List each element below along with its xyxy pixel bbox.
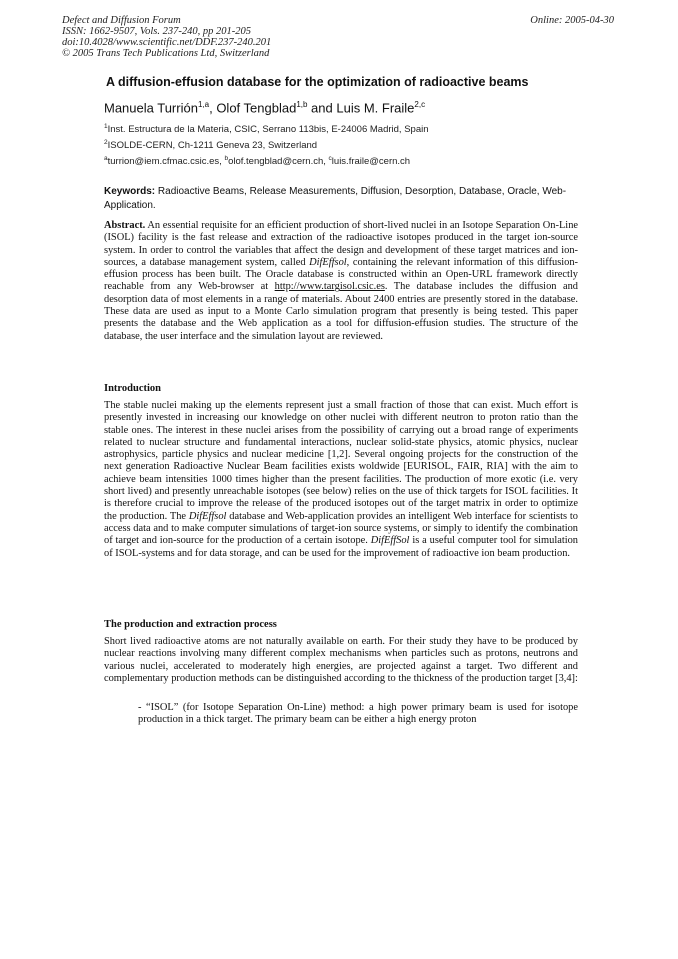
abstract-label: Abstract. xyxy=(104,220,146,231)
journal-header xyxy=(62,15,271,59)
abstract-paragraph xyxy=(104,220,578,343)
affiliation-sup: 2 xyxy=(104,139,108,146)
author-separator: , xyxy=(209,100,217,116)
keywords-label: Keywords: xyxy=(104,186,156,197)
introduction-paragraph xyxy=(104,400,578,560)
affiliation-text: ISOLDE-CERN, Ch-1211 Geneva 23, Switzerland xyxy=(107,140,318,152)
paper-title: A diffusion-effusion database for the optimization of radioactive beams xyxy=(106,75,529,89)
isol-bullet-item: - “ISOL” (for Isotope Separation On-Line) method: a high power primary beam is used for isotope production in a thick target. The primary beam can be either a high energy proton xyxy=(138,702,578,726)
database-name: DifEffSol xyxy=(370,535,410,547)
author-sup: 1,b xyxy=(296,100,308,109)
author-name: Luis M. Fraile xyxy=(336,100,415,116)
production-paragraph: Short lived radioactive atoms are not naturally available on earth. For their study they have to be produced by nuclear reactions involving many different complex mechanisms when particles such as protons, neutrons and various nuclei, accelerated to moderately high energies, are projected against a target. Two different and complementary production methods can be distinguished according to the thickness of the production target [3,4]: xyxy=(104,636,578,684)
email-text: luis.fraile@cern.ch xyxy=(331,156,411,168)
email-sup: b xyxy=(224,155,229,162)
online-date: Online: 2005-04-30 xyxy=(530,15,614,26)
database-name: DifEffsol xyxy=(309,256,347,268)
abstract-text: , containing the relevant information of this diffusion-effusion process has been built. The Oracle database is constructed within an Open-URL framework directly reachable from any Web-browser at xyxy=(104,256,579,293)
author-name: Manuela Turrión xyxy=(104,100,198,116)
author-name: Olof Tengblad xyxy=(216,100,297,116)
email-sup: a xyxy=(104,155,108,162)
email-text: turrion@iem.cfmac.csic.es, xyxy=(107,156,225,168)
doi-line: doi:10.4028/www.scientific.net/DDF.237-240.201 xyxy=(62,37,272,48)
intro-text: is a useful computer tool for simulation of ISOL-systems and for data storage, and can be used for the improvement of radioactive ion beam production. xyxy=(104,535,578,559)
abstract-text: . The database includes the diffusion and desorption data of most elements in a range of materials. About 2400 entries are presently stored in the database. These data are used as input to a Monte Carlo simulation program that presently is being tested. This paper presents the database and the Web application as a tool for diffusion-effusion studies. The structure of the database, the user interface and the simulation layout are reviewed. xyxy=(104,281,578,342)
keywords-block xyxy=(104,185,578,213)
abstract-text: An essential requisite for an efficient production of short-lived nuclei in an Isotope Separation On-Line (ISOL) facility is the fast release and extraction of the radioactive isotopes produced in the target ion-source system. In order to control the variables that affect the design and development of these target matrices and ion-sources, a database management system, called xyxy=(104,220,578,268)
author-separator: and xyxy=(307,100,337,116)
affiliation-2 xyxy=(104,139,317,151)
affiliation-sup: 1 xyxy=(104,123,108,130)
keywords-text: Radioactive Beams, Release Measurements, Diffusion, Desorption, Database, Oracle, Web-Application. xyxy=(104,186,567,211)
author-sup: 1,a xyxy=(197,100,210,109)
intro-text: The stable nuclei making up the elements represent just a small fraction of those that can exist. Much effort is presently invested in increasing our knowledge on other nuclei with different neutron to proton ratio than the stable ones. The interest in these nuclei arises from the possibility of carrying out a broad range of experiments related to nuclear structure and fundamental interactions, nuclear solid-state physics, atomic physics, nuclear astrophysics, particle physics and nuclear medicine [1,2]. Several ongoing projects for the construction of the next generation Radioactive Nuclear Beam facilities exists woldwide [EURISOL, FAIR, RIA] with the aim to achieve beam intensities 1000 times higher than the present facilities. The production of more exotic (i.e. very short lived) and presently unreachable isotopes (see below) relies on the use of thick targets for ISOL facilities. It is therefore crucial to improve the release of the produced isotopes out of the target matrix in order to optimize the production. The xyxy=(104,400,578,522)
email-sup: c xyxy=(328,155,332,162)
copyright-line: © 2005 Trans Tech Publications Ltd, Switzerland xyxy=(62,48,270,59)
database-url-link[interactable]: http://www.targisol.csic.es xyxy=(274,281,385,293)
affiliation-1 xyxy=(104,123,429,135)
email-text: olof.tengblad@cern.ch, xyxy=(228,156,329,168)
introduction-heading: Introduction xyxy=(104,383,161,394)
author-sup: 2,c xyxy=(414,100,426,109)
email-line xyxy=(104,155,410,167)
affiliation-text: Inst. Estructura de la Materia, CSIC, Serrano 113bis, E-24006 Madrid, Spain xyxy=(107,124,429,136)
intro-text: database and Web-application provides an intelligent Web interface for scientists to access data and to make computer simulations of target-ion source systems, or simply to identify the combination of target and ion-source for the production of a certain isotope. xyxy=(104,510,578,547)
database-name: DifEffsol xyxy=(188,510,227,522)
production-heading: The production and extraction process xyxy=(104,619,277,630)
issn-line: ISSN: 1662-9507, Vols. 237-240, pp 201-205 xyxy=(62,26,251,37)
journal-name: Defect and Diffusion Forum xyxy=(62,15,181,26)
author-list xyxy=(104,100,425,115)
